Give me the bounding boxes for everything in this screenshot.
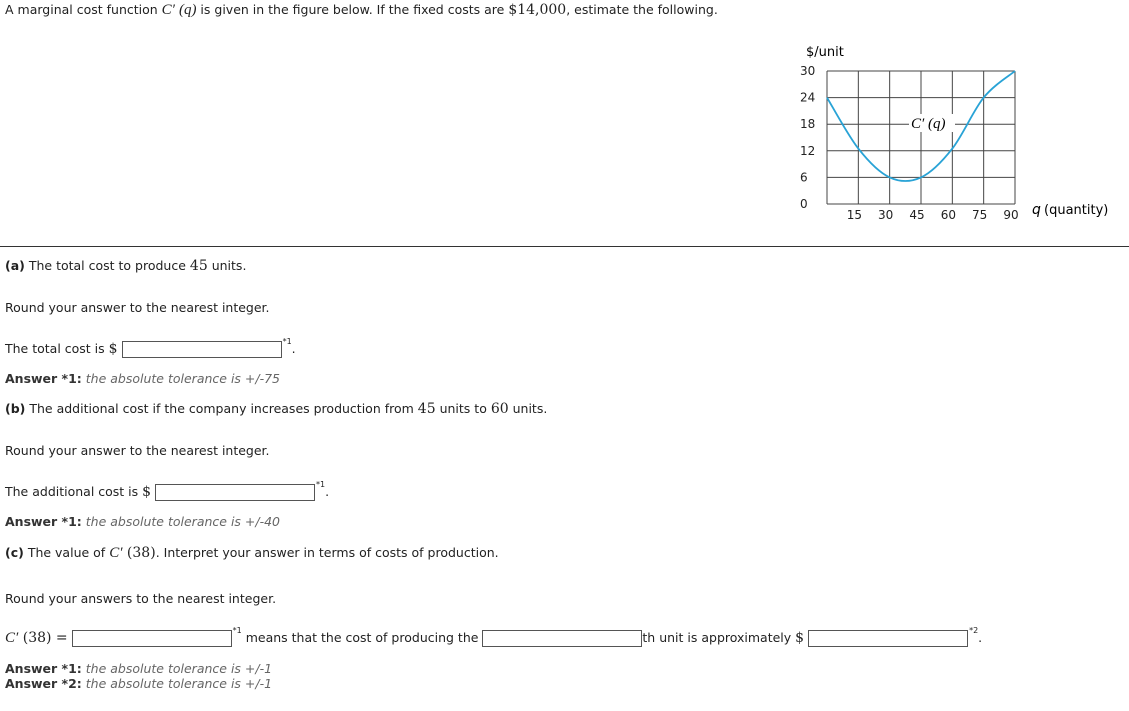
intro-fn: C′	[161, 2, 175, 18]
part-c-marker1: *1	[232, 626, 242, 635]
part-a-answer-row	[5, 337, 296, 358]
intro-text-before: A marginal cost function	[5, 2, 162, 17]
part-c-round: Round your answers to the nearest integer.	[5, 591, 277, 606]
total-cost-input[interactable]	[122, 341, 282, 358]
x-unit-label: (quantity)	[1044, 203, 1109, 218]
x-tick-labels	[847, 208, 1019, 222]
x-tick-60: 60	[940, 208, 956, 222]
part-a-ans-label: Answer *1:	[5, 371, 82, 386]
part-a-text-before: The total cost to produce	[24, 258, 190, 273]
intro-var: (q)	[178, 2, 197, 18]
intro-text	[5, 2, 718, 19]
part-b-answer-prefix: The additional cost is	[5, 484, 143, 499]
fixed-cost: $14,000	[508, 2, 567, 18]
part-b-tolerance	[5, 514, 280, 529]
part-c-answer-row	[5, 626, 983, 647]
part-c-ans1-tol: the absolute tolerance is +/-1	[81, 661, 273, 676]
part-c-ans1-label: Answer *1:	[5, 661, 82, 676]
unit-cost-input[interactable]	[808, 630, 968, 647]
part-c-arg: (38)	[122, 545, 156, 561]
part-b-round: Round your answer to the nearest integer.	[5, 443, 270, 458]
y-tick-18: 18	[800, 117, 816, 132]
part-c-period: .	[978, 630, 983, 645]
part-b-text-before: The additional cost if the company increases production from	[25, 401, 418, 416]
part-a-num: 45	[189, 258, 208, 274]
part-c-label: (c)	[5, 545, 24, 560]
curve-label: C′ (q)	[911, 116, 946, 132]
part-a-question	[5, 258, 246, 274]
part-b-answer-row	[5, 480, 330, 501]
y-tick-labels	[800, 64, 815, 211]
part-b-ans-label: Answer *1:	[5, 514, 82, 529]
part-c-after-unit: th unit is approximately	[642, 630, 796, 645]
additional-cost-input[interactable]	[155, 484, 315, 501]
part-a-answer-prefix: The total cost is	[5, 341, 109, 356]
part-a-label: (a)	[5, 258, 25, 273]
part-b-question	[5, 401, 547, 417]
part-b-num2: 60	[490, 401, 509, 417]
part-a-tolerance	[5, 371, 280, 386]
part-c-dollar: $	[795, 630, 805, 646]
part-a-marker: *1	[282, 337, 292, 346]
y-tick-6: 6	[800, 170, 808, 185]
y-unit-label: $/unit	[806, 45, 844, 60]
part-c-eq-rest: (38) =	[18, 630, 68, 646]
part-b-ans-tol: the absolute tolerance is +/-40	[81, 514, 281, 529]
part-a-ans-tol: the absolute tolerance is +/-75	[81, 371, 281, 386]
part-a-text-after: units.	[207, 258, 247, 273]
part-b-marker: *1	[316, 480, 326, 489]
y-tick-12: 12	[800, 143, 816, 158]
x-tick-90: 90	[1003, 208, 1019, 222]
x-unit-var: q	[1032, 202, 1041, 218]
part-c-mid-text: means that the cost of producing the	[241, 630, 483, 645]
y-tick-0: 0	[800, 197, 808, 211]
part-c-marker2: *2	[969, 626, 979, 635]
x-tick-45: 45	[909, 208, 925, 222]
part-c-text-before: The value of	[23, 545, 110, 560]
c-prime-38-input[interactable]	[72, 630, 232, 647]
part-c-tolerance-1	[5, 661, 272, 676]
part-b-num1: 45	[417, 401, 436, 417]
part-c-ans2-tol: the absolute tolerance is +/-1	[81, 676, 273, 691]
part-b-period: .	[325, 484, 330, 499]
chart-grid	[827, 71, 1015, 204]
part-b-label: (b)	[5, 401, 26, 416]
marginal-cost-chart	[790, 38, 1120, 238]
intro-text-mid: is given in the figure below. If the fixed costs are	[196, 2, 509, 17]
y-tick-30: 30	[800, 64, 816, 78]
unit-number-input[interactable]	[482, 630, 642, 647]
divider	[0, 246, 1129, 247]
part-b-text-after: units.	[508, 401, 548, 416]
part-c-fn: C′	[109, 545, 123, 561]
part-c-eq-fn: C′	[5, 630, 19, 646]
part-c-text-after: . Interpret your answer in terms of costs of production.	[155, 545, 499, 560]
part-a-period: .	[291, 341, 296, 356]
part-b-dollar: $	[142, 484, 152, 500]
x-tick-30: 30	[878, 208, 894, 222]
part-c-tolerance-2	[5, 676, 272, 691]
x-tick-15: 15	[846, 208, 862, 222]
part-c-question	[5, 545, 499, 562]
part-c-ans2-label: Answer *2:	[5, 676, 82, 691]
x-tick-75: 75	[972, 208, 988, 222]
y-tick-24: 24	[800, 90, 816, 105]
intro-text-after: , estimate the following.	[566, 2, 718, 17]
part-a-dollar: $	[108, 341, 118, 357]
part-a-round: Round your answer to the nearest integer.	[5, 300, 270, 315]
part-b-text-mid: units to	[435, 401, 491, 416]
